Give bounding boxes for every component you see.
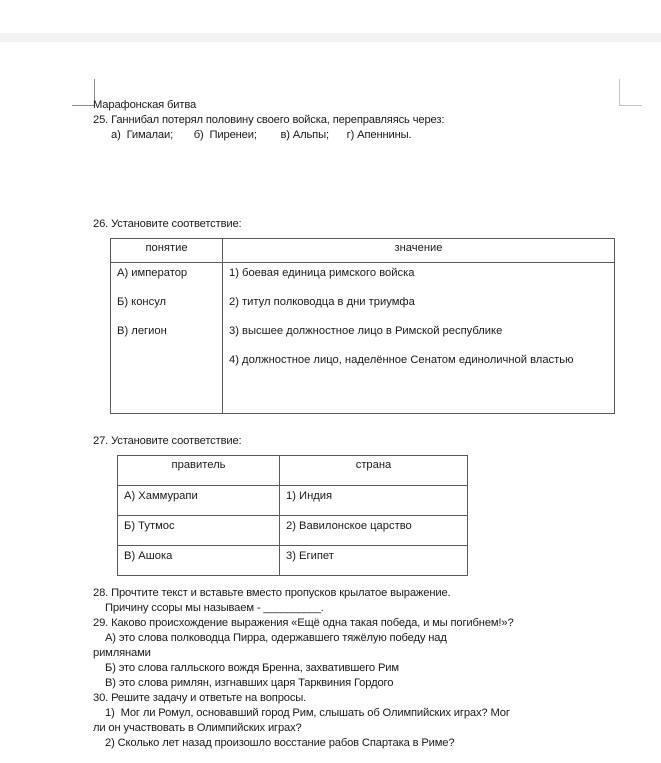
table-26-meaning-2: 2) титул полководца в дни триумфа (229, 296, 415, 308)
table-26-concept-v: В) легион (117, 325, 167, 337)
question-30 (93, 691, 638, 706)
margin-corner-mark-left (72, 79, 95, 106)
question-25-prompt-tail: : (441, 114, 445, 126)
question-25 (93, 113, 638, 128)
question-27-prompt: Установите соответствие: (111, 435, 242, 447)
question-30-task-1: 1) Мог ли Ромул, основавший город Рим, слышать об Олимпийских играх? Мог (105, 707, 510, 719)
table-27-ruler-b: Б) Тутмос (118, 516, 280, 546)
table-26-meaning-1: 1) боевая единица римского войска (229, 267, 415, 279)
gap-after-q25 (93, 143, 638, 217)
question-26-number: 26. (93, 218, 109, 230)
table-27-ruler-v: В) Ашока (118, 546, 280, 576)
question-28-body-tail: . (320, 602, 324, 614)
table-27-country-1: 1) Индия (280, 486, 468, 516)
question-27-number: 27. (93, 435, 109, 447)
question-30-task-2: 2) Сколько лет назад произошло восстание рабов Спартака в Риме? (105, 737, 455, 749)
question-29-option-a-cont: римлянами (93, 647, 151, 659)
table-row (118, 546, 468, 576)
table-27-header-row (118, 456, 468, 486)
table-row (111, 263, 615, 414)
table-row (118, 516, 468, 546)
table-26-header-meaning: значение (223, 239, 615, 263)
question-28-prompt: Прочтите текст и вставьте вместо пропусков крылатое выражение (111, 587, 448, 599)
table-26-header-concept: понятие (111, 239, 223, 263)
table-26-concept-a: А) император (117, 267, 188, 279)
question-27 (93, 434, 638, 449)
table-27-header-ruler: правитель (118, 456, 280, 486)
question-28-number: 28. (93, 587, 109, 599)
table-26-concept-b: Б) консул (117, 296, 167, 308)
question-25-number: 25. (93, 114, 109, 126)
question-28-prompt-tail: . (447, 587, 451, 599)
question-29-option-b: Б) это слова галльского вождя Бренна, захватившего Рим (105, 662, 399, 674)
question-29 (93, 616, 638, 631)
table-row (118, 486, 468, 516)
table-26 (110, 238, 615, 414)
question-28-body (93, 601, 638, 616)
gap-after-table-27 (93, 576, 638, 586)
question-29-option-v: В) это слова римлян, изгнавших царя Тарквиния Гордого (105, 677, 394, 689)
question-26 (93, 217, 638, 232)
question-30-prompt: Решите задачу и ответьте на вопросы. (111, 692, 307, 704)
question-25-prompt: Ганнибал потерял половину своего войска, переправляясь через (111, 114, 442, 126)
question-30-number: 30. (93, 692, 109, 704)
table-27 (117, 455, 468, 576)
question-29-option-a: А) это слова полководца Пирра, одержавшего тяжёлую победу над (105, 632, 447, 644)
table-26-meaning-3: 3) высшее должностное лицо в Римской республике (229, 325, 503, 337)
question-29-number: 29. (93, 617, 109, 629)
question-28 (93, 586, 638, 601)
question-30-task-1-cont: ли он участвовать в Олимпийских играх? (93, 722, 302, 734)
gap-after-table-26 (93, 414, 638, 434)
question-26-prompt: Установите соответствие: (111, 218, 242, 230)
question-29-prompt: Каково происхождение выражения «Ещё одна такая победа, и мы погибнем!»? (111, 617, 514, 629)
table-26-concepts-cell (111, 263, 223, 414)
question-28-body-text: Причину ссоры мы называем - (105, 602, 264, 614)
question-25-options: а) Гималаи; б) Пиренеи; в) Альпы; г) Апеннины. (111, 129, 412, 141)
table-27-country-3: 3) Египет (280, 546, 468, 576)
table-27-ruler-a: А) Хаммурапи (118, 486, 280, 516)
table-26-meanings-cell (223, 263, 615, 414)
header-fragment: Марафонская битва (93, 99, 197, 111)
table-26-header-row (111, 239, 615, 263)
table-26-meaning-4: 4) должностное лицо, наделённое Сенатом единоличной властью (229, 354, 574, 366)
scan-artifact-band (0, 33, 661, 42)
question-28-blank: __________ (263, 602, 321, 614)
page-content (93, 98, 638, 751)
table-27-country-2: 2) Вавилонское царство (280, 516, 468, 546)
table-27-header-country: страна (280, 456, 468, 486)
